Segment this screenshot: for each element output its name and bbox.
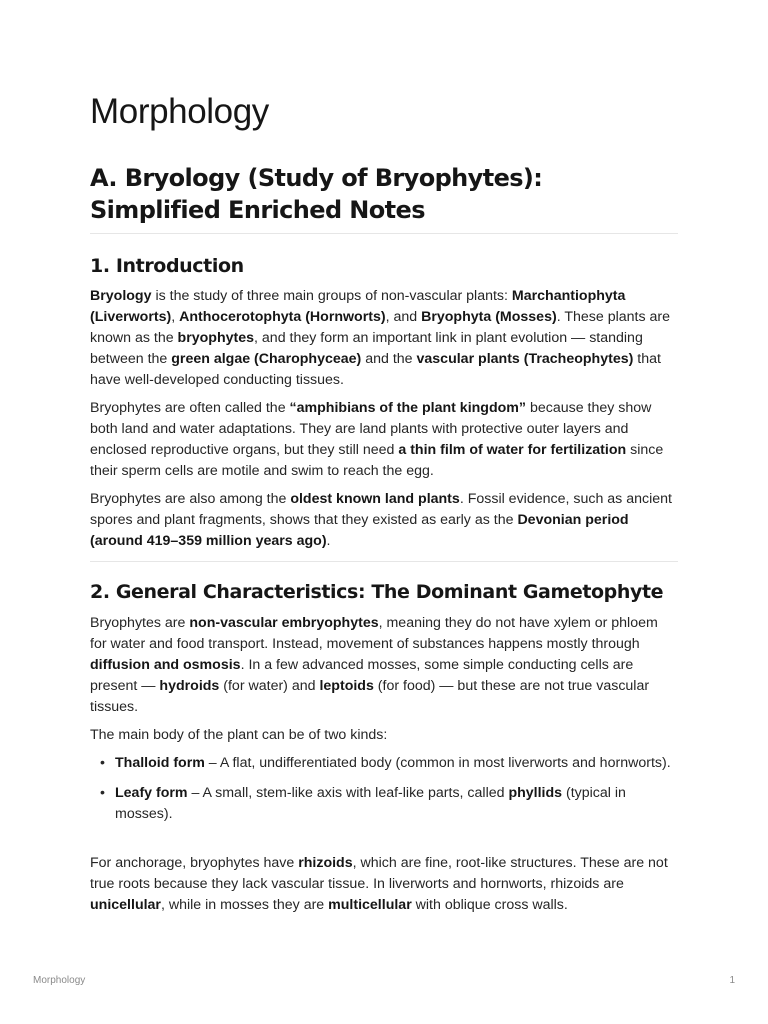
intro-paragraph-2: Bryophytes are often called the “amphibians of the plant kingdom” because they show both land and water adaptations. They are land plants with protective outer layers and enclosed reproductive organs, but they still need a thin film of water for fertilization since their sperm cells are motile and swim to reach the egg. xyxy=(90,400,664,479)
intro-paragraph-1: Bryology is the study of three main groups of non-vascular plants: Marchantiophyta (Liverworts), Anthocerotophyta (Hornworts), and Bryophyta (Mosses). These plants are known as the bryophytes, and they form an important link in plant evolution — standing between the green algae (Charophyceae) and the vascular plants (Tracheophytes) that have well-developed conducting tissues. xyxy=(90,288,671,388)
list-item: • Leafy form – A small, stem-like axis with leaf-like parts, called phyllids (typical in mosses). xyxy=(100,785,626,822)
plant-body-forms-list xyxy=(90,753,678,825)
bullet-icon: • xyxy=(100,755,105,771)
divider xyxy=(90,561,678,562)
bullet-icon: • xyxy=(100,785,105,801)
general-characteristics-heading: 2. General Characteristics: The Dominant Gametophyte xyxy=(90,581,664,603)
general-paragraph-3: For anchorage, bryophytes have rhizoids, which are fine, root-like structures. These are not true roots because they lack vascular tissue. In liverworts and hornworts, rhizoids are unicellular, while in mosses they are multicellular with oblique cross walls. xyxy=(90,855,668,913)
list-item: • Thalloid form – A flat, undifferentiated body (common in most liverworts and hornworts). xyxy=(90,753,678,774)
introduction-section xyxy=(90,253,678,279)
footer-title: Morphology xyxy=(33,975,86,986)
general-paragraph-1: Bryophytes are non-vascular embryophytes, meaning they do not have xylem or phloem for water and food transport. Instead, movement of substances happens mostly through diffusion and osmosis. In a few advanced mosses, some simple conducting cells are present — hydroids (for water) and leptoids (for food) — but these are not true vascular tissues. xyxy=(90,615,658,715)
general-paragraph-2: The main body of the plant can be of two kinds: xyxy=(90,727,388,743)
section-a xyxy=(90,162,678,226)
introduction-heading: 1. Introduction xyxy=(90,255,244,277)
page-number: 1 xyxy=(729,975,735,986)
document-title: Morphology xyxy=(90,92,269,131)
general-characteristics-section xyxy=(90,579,678,605)
divider xyxy=(90,233,678,234)
intro-paragraph-3: Bryophytes are also among the oldest known land plants. Fossil evidence, such as ancient spores and plant fragments, shows that they existed as early as the Devonian period (around 419–359 million years ago). xyxy=(90,491,672,549)
section-a-heading: A. Bryology (Study of Bryophytes): Simplified Enriched Notes xyxy=(90,164,543,224)
